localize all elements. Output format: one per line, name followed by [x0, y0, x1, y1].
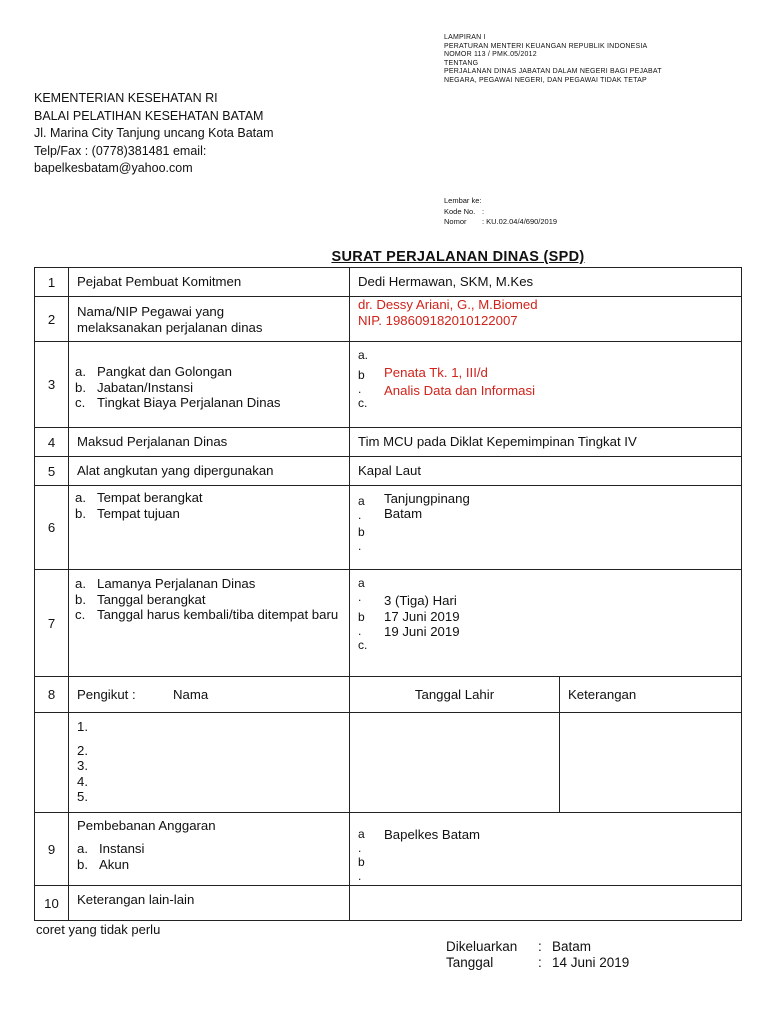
lembar-label: Lembar ke:	[444, 196, 482, 205]
row-label-cell	[69, 342, 350, 428]
dob-header-cell	[350, 677, 560, 713]
value-marker: .	[358, 590, 362, 604]
value-marker: c.	[358, 396, 368, 410]
value-marker: c.	[358, 638, 368, 652]
value-marker: .	[358, 841, 362, 855]
lampiran-line: PERJALANAN DINAS JABATAN DALAM NEGERI BAGI PEJABAT	[444, 68, 662, 76]
institution-block	[34, 90, 273, 178]
value-marker: .	[358, 382, 362, 396]
row-number: 1	[35, 268, 69, 297]
row-value-cell	[350, 268, 742, 297]
row-value-cell	[350, 813, 742, 886]
office-phone: Telp/Fax : (0778)381481 email:	[34, 143, 207, 158]
table-row	[35, 268, 742, 297]
issued-date-row	[446, 955, 629, 971]
row-value-cell	[350, 886, 742, 921]
lampiran-line: NEGARA, PEGAWAI NEGERI, DAN PEGAWAI TIDAK TETAP	[444, 76, 647, 84]
table-row	[35, 570, 742, 677]
row-label: Nama/NIP Pegawai yang melaksanakan perjalanan dinas	[77, 304, 263, 335]
row-number: 5	[35, 457, 69, 486]
list-item: a. Instansi	[77, 841, 145, 856]
row-label: Maksud Perjalanan Dinas	[77, 434, 228, 449]
row-value-cell	[350, 428, 742, 457]
rank-value: Penata Tk. 1, III/d	[384, 365, 488, 380]
spd-table	[34, 267, 742, 921]
kode-row	[444, 207, 557, 218]
row-label: Pejabat Pembuat Komitmen	[77, 274, 242, 289]
follower-list-cell	[69, 713, 350, 813]
row-label-cell	[69, 677, 350, 713]
list-item: a. Lamanya Perjalanan Dinas	[75, 576, 256, 591]
value-marker: .	[358, 539, 362, 553]
issued-date-label: Tanggal	[446, 955, 494, 970]
row-number: 2	[35, 297, 69, 342]
row-number: 7	[35, 570, 69, 677]
document-title: SURAT PERJALANAN DINAS (SPD)	[331, 249, 585, 265]
kode-value: :	[482, 206, 485, 216]
duration-list	[69, 570, 349, 623]
value-marker: a	[358, 494, 365, 508]
row-label-cell	[69, 428, 350, 457]
issued-place-label: Dikeluarkan	[446, 939, 518, 954]
departure-date: 17 Juni 2019	[384, 608, 460, 624]
table-row	[35, 886, 742, 921]
departure-place: Tanjungpinang	[384, 491, 470, 506]
table-row	[35, 677, 742, 713]
row-value-cell	[350, 297, 742, 342]
list-item: c. Tingkat Biaya Perjalanan Dinas	[75, 395, 281, 410]
follower-item: 3.	[77, 758, 88, 773]
colon: :	[538, 939, 542, 954]
row-number: 9	[35, 813, 69, 886]
row-label: Keterangan lain-lain	[77, 892, 195, 907]
table-row	[35, 713, 742, 813]
reference-block	[444, 196, 557, 228]
note-cell	[560, 713, 742, 813]
issued-block	[446, 939, 629, 971]
row-label-cell	[69, 268, 350, 297]
rank-list	[69, 342, 349, 411]
follower-item: 5.	[77, 789, 88, 804]
table-row	[35, 486, 742, 570]
employee-nip: NIP. 198609182010122007	[358, 312, 518, 328]
row-number: 10	[35, 886, 69, 921]
follower-label: Pengikut :	[77, 687, 136, 702]
empty-number-cell	[35, 713, 69, 813]
value-marker: a	[358, 827, 365, 841]
office-address: Jl. Marina City Tanjung uncang Kota Batam	[34, 126, 274, 140]
row-value-cell	[350, 486, 742, 570]
kode-label: Kode No.	[444, 206, 476, 216]
position-value: Analis Data dan Informasi	[384, 383, 535, 398]
issued-date-value: 14 Juni 2019	[552, 955, 630, 970]
ministry-name: KEMENTERIAN KESEHATAN RI	[34, 91, 218, 105]
row-label: Alat angkutan yang dipergunakan	[77, 463, 274, 478]
row-label: Pembebanan Anggaran	[77, 818, 216, 833]
value-marker: .	[358, 624, 362, 638]
value-marker: .	[358, 869, 362, 883]
nomor-label: Nomor	[444, 217, 467, 226]
list-item: b. Jabatan/Instansi	[75, 379, 194, 395]
destination-place: Batam	[384, 506, 423, 521]
row-label-cell	[69, 297, 350, 342]
list-item: c. Tanggal harus kembali/tiba ditempat baru	[75, 607, 339, 622]
lampiran-line: NOMOR 113 / PMK.05/2012	[444, 51, 537, 59]
follower-item: 2.	[77, 742, 88, 758]
value-marker: b	[358, 525, 365, 539]
table-row	[35, 813, 742, 886]
value-marker: a	[358, 576, 365, 590]
value-marker: a.	[358, 348, 369, 362]
follower-item: 1.	[77, 719, 88, 734]
follower-name-header: Nama	[173, 687, 209, 702]
follower-item: 4.	[77, 773, 88, 789]
nomor-value: : KU.02.04/4/690/2019	[482, 217, 558, 226]
office-email: bapelkesbatam@yahoo.com	[34, 161, 193, 175]
table-row	[35, 457, 742, 486]
row-value-cell	[350, 570, 742, 677]
note-header: Keterangan	[568, 687, 637, 702]
dob-header: Tanggal Lahir	[414, 687, 495, 702]
row-value	[350, 886, 741, 892]
table-row	[35, 342, 742, 428]
duration-value: 3 (Tiga) Hari	[384, 593, 457, 608]
row-label-cell	[69, 486, 350, 570]
row-number: 4	[35, 428, 69, 457]
row-label-cell	[69, 813, 350, 886]
row-number: 6	[35, 486, 69, 570]
value-marker: b	[358, 610, 365, 624]
lampiran-line: LAMPIRAN I	[444, 34, 486, 41]
list-item: a. Pangkat dan Golongan	[75, 364, 232, 379]
colon: :	[538, 955, 542, 970]
table-row	[35, 297, 742, 342]
list-item: b. Akun	[77, 856, 130, 872]
value-marker: b	[358, 368, 365, 382]
lampiran-header	[444, 34, 662, 86]
value-marker: .	[358, 508, 362, 522]
list-item: b. Tempat tujuan	[75, 505, 180, 521]
table-row	[35, 428, 742, 457]
footnote: coret yang tidak perlu	[36, 922, 161, 937]
row-label-cell	[69, 457, 350, 486]
row-number: 8	[35, 677, 69, 713]
lampiran-line: TENTANG	[444, 59, 479, 67]
employee-name: dr. Dessy Ariani, G., M.Biomed	[358, 297, 538, 312]
note-header-cell	[560, 677, 742, 713]
document-title-wrap	[0, 249, 768, 265]
nomor-row	[444, 217, 557, 228]
row-value: Kapal Laut	[358, 463, 422, 478]
issued-place-value: Batam	[552, 939, 592, 954]
place-list	[69, 486, 349, 521]
row-value-cell	[350, 457, 742, 486]
return-date: 19 Juni 2019	[384, 624, 460, 639]
row-value: Tim MCU pada Diklat Kepemimpinan Tingkat IV	[358, 434, 637, 449]
dob-cell	[350, 713, 560, 813]
list-item: b. Tanggal berangkat	[75, 591, 206, 607]
budget-list	[77, 841, 341, 872]
office-name: BALAI PELATIHAN KESEHATAN BATAM	[34, 108, 264, 123]
issued-place-row	[446, 939, 629, 955]
lampiran-line: PERATURAN MENTERI KEUANGAN REPUBLIK INDONESIA	[444, 42, 648, 50]
row-value: Dedi Hermawan, SKM, M.Kes	[358, 274, 534, 289]
row-value-cell	[350, 342, 742, 428]
lembar-row	[444, 196, 557, 207]
row-label-cell	[69, 886, 350, 921]
value-marker: b	[358, 855, 365, 869]
list-item: a. Tempat berangkat	[75, 490, 203, 505]
budget-value: Bapelkes Batam	[384, 827, 481, 842]
row-number: 3	[35, 342, 69, 428]
row-label-cell	[69, 570, 350, 677]
